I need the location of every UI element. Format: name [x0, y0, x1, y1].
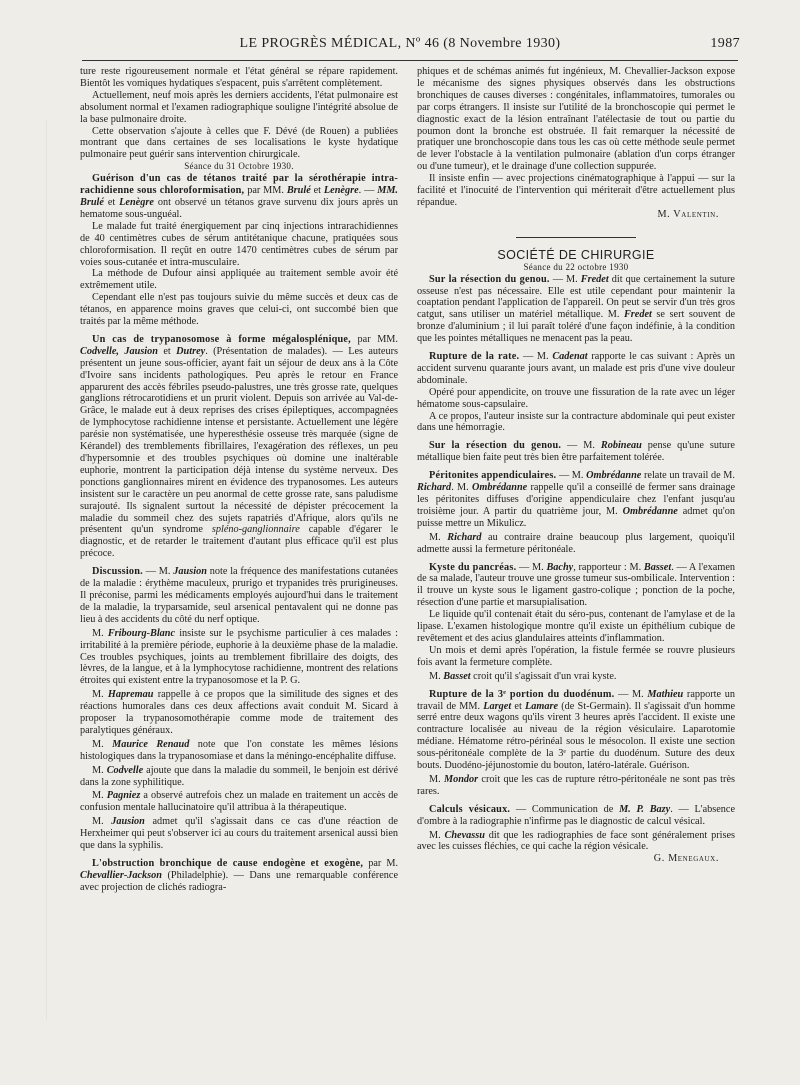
paragraph: phiques et de schémas animés fut ingénieux, M. Chevallier-Jackson expose le mécanisme des signes physiques observés dans les obstructions bronchiques de causes diverses : congénitales, inflammatoires, tumorales ou par corps étrangers. Il insiste sur l'utilité de la bronchoscopie qui permet le diagnostic exact de la lésion entraînant l'atélectasie de tout ou partie du poumon dont la bronche est obstruée. Il fait remarquer la nécessité de pratiquer une bronchoscopie dans tous les cas où cette méthode seule permet de lever l'obstacle à la ventilation pulmonaire (ablation d'un corps étranger ou d'une tumeur), et le drainage d'une collection suppurée.: [417, 66, 735, 173]
text-run: insiste sur le psychisme particulier à ces malades : irritabilité à la première période, euphorie à la deuxième phase de la maladie. Ces troubles psychiques, joints au tremblement fibrillaire des doigts, des lèvres, de la langue, et à la lymphocytose rachidienne, montrent des relations étroites qui existent entre la trypanosomose et la P. G.: [80, 627, 398, 687]
text-run: et: [511, 700, 526, 712]
author-name: Ombrédanne: [586, 470, 642, 482]
article-trypanosomose: [80, 334, 398, 560]
text-run: ont observé un tétanos grave survenu dix jours après un hematome sous-unguéal.: [80, 196, 398, 220]
society-heading: SOCIÉTÉ DE CHIRURGIE: [497, 247, 655, 262]
page-crease: [46, 120, 47, 1020]
text-run: et: [157, 345, 177, 357]
paragraph: La méthode de Dufour ainsi appliquée au traitement semble avoir été extrêmement utile.: [80, 268, 398, 292]
author-name: Mondor: [443, 773, 479, 785]
article-heading: Guérison d'un cas de tétanos traité par la sérothérapie intra-rachidienne sous chloroformisation,: [80, 173, 398, 197]
running-header: [60, 36, 740, 56]
author-name: Richard: [447, 531, 482, 543]
text-run: (Philadelphie). — Dans une remarquable conférence avec projection de clichés radiogra-: [80, 869, 398, 893]
author-name: Cadenat: [552, 351, 588, 363]
text-run: pense qu'une suture métallique bien faite peut très bien être parfaitement tolérée.: [417, 440, 735, 464]
text-run: . — A l'examen de sa malade, l'auteur trouve une grosse tumeur sus-ombilicale. Intervention : il trouve un kyste sous le ligament gastro-colique ; ponction de la poche, résection d'une partie et marsupialisation.: [417, 561, 736, 609]
paragraph: Cependant elle n'est pas toujours suivie du même succès et deux cas de tétanos, en apparence moins graves que celui-ci, ont succombé bien que traités par la même méthode.: [80, 292, 398, 328]
article-peritonites: [417, 470, 735, 530]
article-heading: Sur la résection du genou.: [429, 440, 562, 452]
author-name: Larget: [483, 700, 512, 712]
author-name: Lenègre: [323, 185, 359, 197]
text-run: par M.: [363, 858, 399, 869]
paragraph: [417, 532, 735, 556]
paragraph: Cette observation s'ajoute à celles que F. Dévé (de Rouen) a publiées montrant que dans certaines de ses localisations le kyste hydatique pulmonaire peut guérir sans intervention chirurgicale.: [80, 125, 398, 161]
header-rule: [82, 60, 738, 61]
article-heading: Rupture de la rate.: [429, 351, 520, 363]
text-run: croit que les cas de rupture rétro-péritonéale ne sont pas très rares.: [417, 773, 735, 797]
seance-date: Séance du 22 octobre 1930: [523, 261, 629, 272]
paragraph: [417, 830, 735, 854]
signature: G. Menegaux.: [653, 853, 719, 865]
article-calculs: [417, 804, 735, 828]
article-tetanos: [80, 173, 398, 221]
text-run: relate un travail de M.: [641, 470, 735, 482]
signature: M. Valentin.: [657, 208, 719, 220]
text-run: par MM.: [350, 333, 398, 345]
paragraph: Opéré pour appendicite, on trouve une fissuration de la rate avec un léger hématome sous-capsulaire.: [417, 386, 735, 410]
author-name: Codvelle: [106, 764, 144, 776]
author-name: Fredet: [580, 273, 609, 285]
section-divider: [516, 237, 636, 238]
text-run: se sert souvent de bronze d'aluminium ; il lui paraît toléré d'une façon indéfinie, à la condition que les pointes métalliques ne menacent pas la peau.: [417, 309, 736, 345]
text-run: par MM.: [244, 185, 287, 197]
paragraph: [417, 774, 735, 798]
author-name: Ombrédanne: [471, 482, 528, 494]
text-run: capable d'égarer le diagnostic, et de retarder le traitement d'autant plus efficace qu'il est plus précoce.: [80, 524, 398, 560]
text-run: rappelle qu'il a conseillé de fermer sans drainage les péritonites diffuses d'origine appendiculaire chez l'enfant jusqu'au troisième jour. A partir du quatrième jour, M.: [417, 482, 735, 517]
text-run: rappelle à ce propos que la similitude des signes et des réactions humorales dans ces deux affections avait conduit M. Sicard à proposer la trypanosomothérapie comme mode de traitement des paralytiques généraux.: [80, 689, 398, 736]
author-name: Mathieu: [647, 688, 684, 700]
text-run: — M.: [519, 351, 553, 363]
text-run: — M.: [614, 688, 648, 700]
author-name: Richard: [417, 482, 452, 494]
paragraph: Actuellement, neuf mois après les derniers accidents, l'état pulmonaire est absolument normal et l'examen radiographique souligne l'intégrité absolue de la base pulmonaire droite.: [80, 89, 398, 125]
text-run: M.: [92, 790, 107, 802]
text-run: rapporte le cas suivant : Après un accident survenu quarante jours avant, un malade est pris d'une vive douleur abdominale.: [417, 351, 735, 386]
paragraph: [80, 739, 398, 763]
author-name: Pagniez: [106, 790, 141, 802]
author-name: Basset: [443, 670, 471, 682]
paragraph: Le liquide qu'il contenait était du séro-pus, contenant de l'amylase et de la lipase. L'examen histologique montre qu'il existe un épithélium cubique de revêtement et des acius glandulaires atteints d'inflammation.: [417, 609, 735, 644]
paragraph: ture reste rigoureusement normale et l'état général se répare rapidement. Bientôt les vomiques hydatiques s'espacent, puis s'arrêtent complètement.: [80, 66, 398, 89]
text-run: M.: [92, 764, 107, 776]
article-genou-2: [417, 440, 735, 464]
article-heading: Calculs vésicaux.: [429, 803, 511, 815]
text-run: dit que les radiographies de face sont généralement prises avec les cuisses fléchies, ce qui cache la région vésicale.: [417, 829, 735, 853]
text-run: M.: [429, 531, 448, 543]
paragraph: A ce propos, l'auteur insiste sur la contracture abdominale qui peut exister dans une hémorragie.: [417, 410, 735, 434]
author-name: Chevassu: [444, 829, 485, 841]
author-name: Basset: [643, 561, 672, 573]
article-heading: Sur la résection du genou.: [429, 273, 550, 285]
text-run: M.: [92, 627, 108, 639]
text-run: . —: [358, 185, 378, 197]
author-name: Jausion: [111, 816, 145, 828]
text-run: M.: [92, 689, 108, 701]
author-name: Robineau: [600, 440, 642, 452]
article-heading: Un cas de trypanosomose à forme mégalosplénique,: [92, 333, 351, 345]
article-duodenum: [417, 689, 735, 772]
text-run: rapporte un travail de MM.: [417, 688, 735, 712]
discussion: [80, 566, 398, 626]
paragraph: Le malade fut traité énergiquement par cinq injections intrarachidiennes de 40 centimètres cubes de sérum antitétanique chacune, pratiquées sous chloroformisation. Il reçût en outre 1470 centimètres cubes de sérum par voies sous-cutanée et intra-musculaire.: [80, 220, 398, 268]
article-heading: L'obstruction bronchique de cause endogène et exogène,: [92, 858, 364, 869]
text-run: , rapporteur : M.: [573, 561, 644, 573]
article-rate: [417, 351, 735, 387]
text-run: admet qu'on puisse mettre un Mikulicz.: [417, 505, 735, 529]
paragraph: Un mois et demi après l'opération, la fistule fermée se rouvre plusieurs fois avant la fermeture complète.: [417, 644, 735, 668]
paragraph: Il insiste enfin — avec projections cinématographique à l'appui — sur la facilité et l'inocuité de l'intervention qui mériterait d'être actuellement plus répandue.: [417, 173, 735, 208]
text-run: . — L'absence d'ombre à la radiographie n'infirme pas le diagnostic de calcul vésical.: [417, 803, 736, 827]
text-run: M.: [429, 773, 444, 785]
text-run: M.: [429, 670, 444, 682]
article-obstruction: [80, 858, 398, 894]
author-name: Bachy: [546, 561, 574, 573]
text-run: dit que certainement la suture osseuse n'est pas nécessaire. Elle est utile cependant pour maintenir la coaptation pendant l'application de l'appareil. On peut se servir d'un très gros catgut, sans utiliser un matériel métallique. M.: [417, 273, 735, 321]
text-run: — M.: [516, 561, 547, 573]
article-heading: Kyste du pancréas.: [429, 561, 517, 573]
text-run: . M.: [451, 482, 472, 494]
journal-title: LE PROGRÈS MÉDICAL, Nº 46 (8 Novembre 1930): [239, 36, 561, 51]
author-name: MM. Brulé: [80, 185, 398, 208]
right-column: [417, 66, 735, 865]
text-run: note que l'on constate les mêmes lésions histologiques dans la trypanosomiase et dans la méningo-encéphalite diffuse.: [80, 738, 398, 762]
author-name: Fredet: [623, 309, 652, 321]
text-run: croit qu'il s'agissait d'un vrai kyste.: [470, 670, 617, 682]
text-run: — Communication de: [510, 803, 620, 815]
author-name: Lamare: [525, 700, 559, 712]
author-name: Brulé: [286, 185, 311, 197]
page-number: 1987: [710, 36, 740, 51]
text-run: — M.: [556, 470, 587, 482]
text-run: M.: [92, 816, 112, 828]
text-run: (de St-Germain). Il s'agissait d'un homme serré entre deux wagons qu'ils virent 3 heures après l'accident. Il existe une contracture localisée au niveau de la région vésiculaire. Laparotomie médiane. Hématome rétro-périnéal sous le mésocolon. Il existe une section sous-péritonéale complète de la 3ᵉ partie du duodénum. Suture des deux bouts. Duodéno-jéjunostomie du bouton, latéro-latérale. Guérison.: [417, 700, 735, 772]
text-run: — M.: [561, 440, 601, 452]
paragraph: [417, 671, 735, 683]
article-heading: Péritonites appendiculaires.: [429, 470, 557, 482]
author-name: M. P. Bazy: [619, 803, 671, 815]
text-run: a observé autrefois chez un malade en traitement un accès de confusion mentale hallucinatoire qu'il attribua à la thérapeutique.: [80, 790, 398, 814]
left-column: [80, 66, 398, 894]
author-name: Hapremau: [107, 689, 154, 701]
text-run: — M.: [142, 566, 174, 578]
paragraph: [80, 689, 398, 737]
text-run: et: [310, 185, 324, 197]
paragraph: [80, 628, 398, 688]
paragraph: [80, 765, 398, 789]
text-run: au contraire draine beaucoup plus largement, quoiqu'il admette aussi la fermeture péritonéale.: [417, 531, 735, 555]
text-run: admet qu'il s'agissait dans ce cas d'une réaction de Herxheimer qui peut s'observer ici au cours du traitement arsenical aussi bien que dans la syphilis.: [80, 816, 398, 852]
article-heading: Rupture de la 3ᵉ portion du duodénum.: [429, 688, 615, 700]
discussion-heading: Discussion.: [92, 566, 143, 578]
author-name: Lenègre: [119, 196, 154, 208]
author-name: Ombrédanne: [622, 505, 678, 517]
author-name: Codvelle, Jausion: [80, 345, 158, 357]
text-run: M.: [429, 829, 445, 841]
italic-term: spléno-ganglionnaire: [211, 524, 300, 536]
paragraph: [80, 816, 398, 852]
text-run: . (Présentation de malades). — Les auteurs présentent un jeune sous-officier, ayant fait un séjour de deux ans à la Côte d'Ivoire sans incidents pathologiques. Peu après le retour en France apparurent des accès fébriles pseudo-palustres, une très grosse rate, quelques ganglions rétrocarotidiens et un prurit violent. Depuis son arrivée au Val-de-Grâce, le malade eut à deux reprises des crises épileptiques, accompagnées de lymphocytose rachidienne intense et persistante. Actuellement une légère parésie non systématisée, une hyperesthésie osseuse très marquée (signe de Kérandel) des tremblements fibrillaires, l'exagération des réflexes, un peu d'hypersomnie et des troubles psychiques où domine une inaltérable euphorie, montrent la participation déjà intense du système nerveux. Des ponctions ganglionnaires mirent en évidence des trypanosomes. Les auteurs insistent sur le caractère un peu anormal de cette grosse rate, sans paludisme surajouté. Ils signalent surtout la nécessité de dépister précocement la maladie du sommeil chez des sujets rapatriés d'Afrique, alors qu'ils ne présentent qu'un syndrome: [80, 345, 398, 536]
text-run: note la fréquence des manifestations cutanées de la maladie : érythème maculeux, prurigo et trypanides très prurigineuses. Il préconise, parmi les médicaments employés aujourd'hui dans le traitement de la maladie, la tryparsamide, seul arsenical pentavalent qui ne donne pas lieu à des accidents du côté du nerf optique.: [80, 566, 398, 625]
author-name: Maurice Renaud: [112, 738, 190, 750]
paragraph: [80, 790, 398, 814]
article-pancreas: [417, 562, 735, 610]
article-genou: [417, 274, 735, 345]
author-name: Chevallier-Jackson: [80, 869, 162, 881]
author-name: Dutrey: [176, 345, 206, 357]
text-run: M.: [92, 738, 113, 750]
text-run: ajoute que dans la maladie du sommeil, le benjoin est dérivé dans la zone syphilitique.: [80, 764, 398, 788]
author-name: Jausion: [173, 566, 207, 578]
text-run: et: [103, 196, 120, 208]
text-run: — M.: [549, 273, 581, 285]
seance-date: Séance du 31 Octobre 1930.: [184, 161, 294, 172]
author-name: Fribourg-Blanc: [107, 627, 176, 639]
